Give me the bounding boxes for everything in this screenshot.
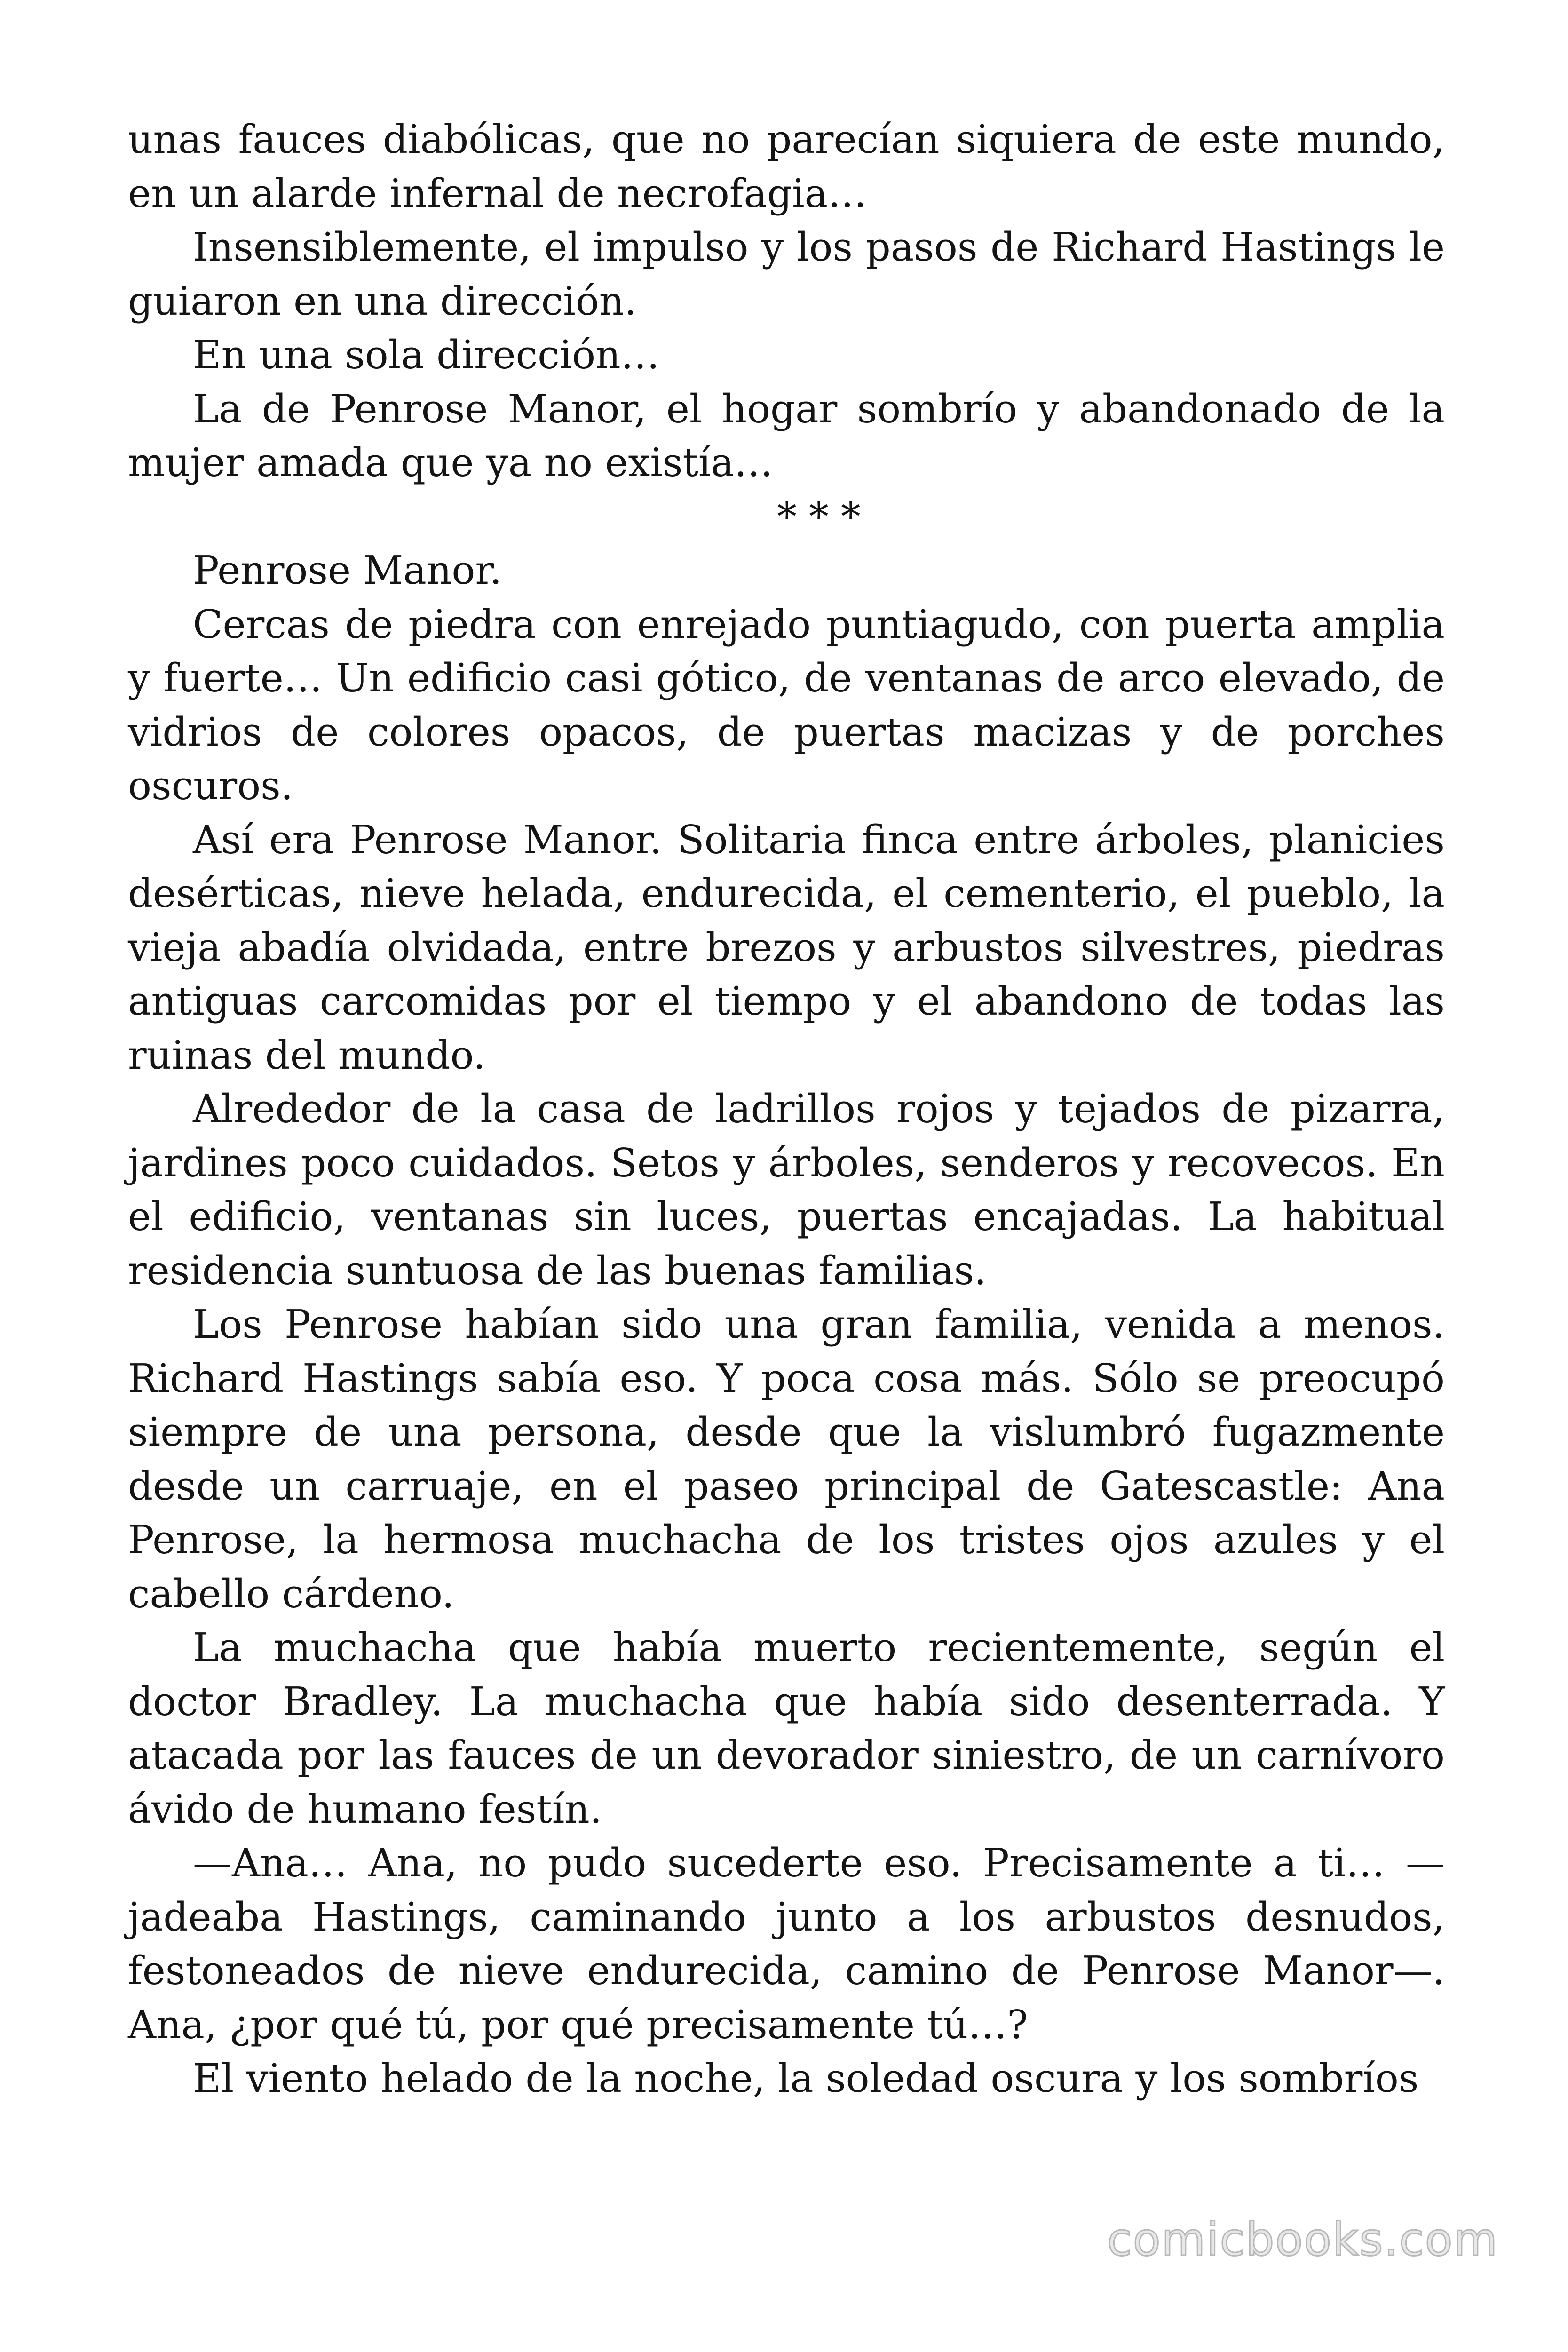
paragraph: Cercas de piedra con enrejado puntiagudo, con puerta amplia y fuerte… Un edificio casi gótico, de ventanas de arco elevado, de vidrios de colores opacos, de puertas macizas y de porches oscuros.	[128, 601, 1445, 809]
book-page	[128, 113, 1445, 2106]
paragraph: Alrededor de la casa de ladrillos rojos y tejados de pizarra, jardines poco cuidados. Setos y árboles, senderos y recovecos. En el edificio, ventanas sin luces, puertas encajadas. La habitual residencia suntuosa de las buenas familias.	[128, 1086, 1445, 1294]
paragraph: Insensiblemente, el impulso y los pasos de Richard Hastings le guiaron en una dirección.	[128, 224, 1445, 324]
paragraph: El viento helado de la noche, la soledad oscura y los sombríos	[193, 2056, 1419, 2101]
paragraph: Los Penrose habían sido una gran familia, venida a menos. Richard Hastings sabía eso. Y poca cosa más. Sólo se preocupó siempre de una persona, desde que la vislumbró fugazmente desde un carruaje, en el paseo principal de Gatescastle: Ana Penrose, la hermosa muchacha de los tristes ojos azules y el cabello cárdeno.	[128, 1302, 1445, 1617]
watermark: comicbooks.com	[1107, 2213, 1498, 2266]
paragraph: Así era Penrose Manor. Solitaria finca entre árboles, planicies desérticas, nieve helada, endurecida, el cementerio, el pueblo, la vieja abadía olvidada, entre brezos y arbustos silvestres, piedras antiguas carcomidas por el tiempo y el abandono de todas las ruinas del mundo.	[128, 817, 1445, 1078]
paragraph: unas fauces diabólicas, que no parecían siquiera de este mundo, en un alarde infernal de necrofagia…	[128, 117, 1445, 216]
paragraph: Penrose Manor.	[193, 548, 502, 593]
paragraph: La de Penrose Manor, el hogar sombrío y abandonado de la mujer amada que ya no existía…	[128, 386, 1445, 485]
paragraph: —Ana… Ana, no pudo sucederte eso. Precisamente a ti… —jadeaba Hastings, caminando junto a los arbustos desnudos, festoneados de nieve endurecida, camino de Penrose Manor—. Ana, ¿por qué tú, por qué precisamente tú…?	[128, 1840, 1445, 2048]
paragraph: La muchacha que había muerto recientemente, según el doctor Bradley. La muchacha que había sido desenterrada. Y atacada por las fauces de un devorador siniestro, de un carnívoro ávido de humano festín.	[128, 1625, 1445, 1832]
paragraph: En una sola dirección…	[193, 332, 660, 378]
section-break: * * *	[777, 493, 861, 540]
